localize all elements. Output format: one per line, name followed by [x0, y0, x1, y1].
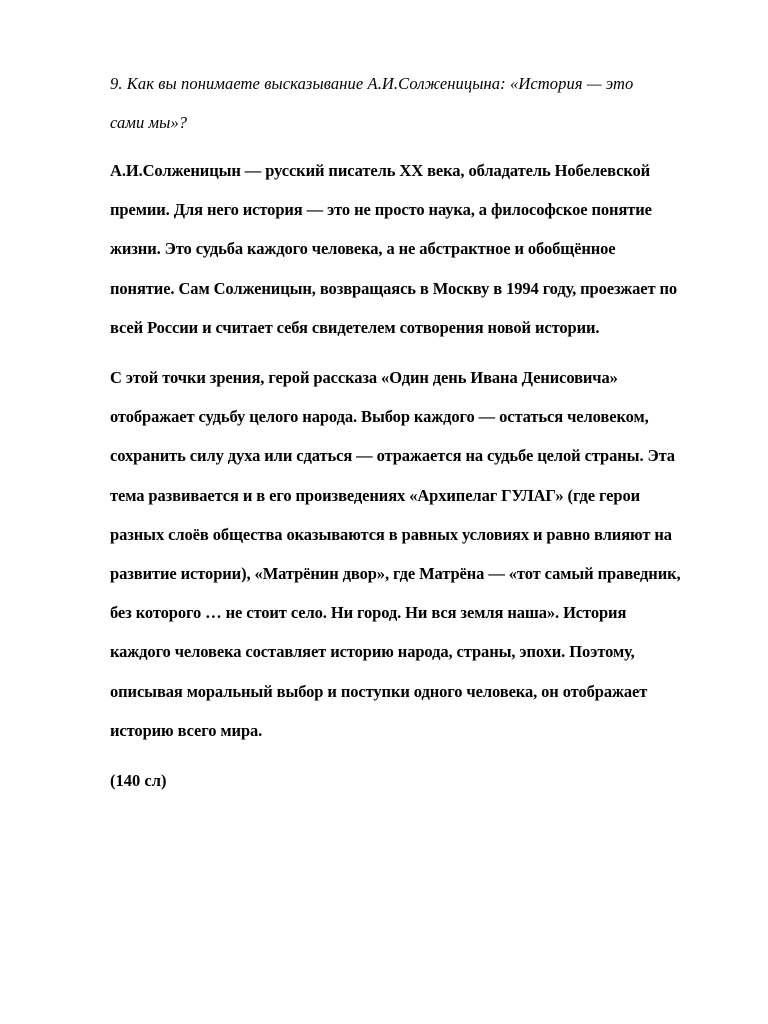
paragraph-line: каждого человека составляет историю народа, страны, эпохи. Поэтому,	[110, 642, 635, 662]
paragraph-line: жизни. Это судьба каждого человека, а не абстрактное и обобщённое	[110, 239, 616, 259]
answer-paragraph-1	[110, 151, 710, 347]
paragraph-line: понятие. Сам Солженицын, возвращаясь в Москву в 1994 году, проезжает по	[110, 278, 678, 298]
paragraph-line: без которого … не стоит село. Ни город. Ни вся земля наша». История	[110, 603, 627, 623]
paragraph-line: сохранить силу духа или сдаться — отражается на судьбе целой страны. Эта	[110, 446, 675, 466]
question-heading	[110, 64, 720, 142]
paragraph-line: описывая моральный выбор и поступки одного человека, он отображает	[110, 681, 648, 701]
paragraph-line: разных слоёв общества оказываются в равных условиях и равно влияют на	[110, 524, 672, 544]
paragraph-line: развитие истории), «Матрёнин двор», где Матрёна — «тот самый праведник,	[110, 564, 681, 584]
paragraph-line: отображает судьбу целого народа. Выбор каждого — остаться человеком,	[110, 407, 649, 427]
question-line: 9. Как вы понимаете высказывание А.И.Солженицына: «История — это	[110, 74, 634, 93]
paragraph-line: С этой точки зрения, герой рассказа «Один день Ивана Денисовича»	[110, 368, 618, 387]
paragraph-line: всей России и считает себя свидетелем сотворения новой истории.	[110, 317, 600, 337]
paragraph-line: А.И.Солженицын — русский писатель XX века, обладатель Нобелевской	[110, 161, 651, 180]
question-line: сами мы»?	[110, 113, 188, 132]
paragraph-line: премии. Для него история — это не просто наука, а философское понятие	[110, 200, 652, 220]
paragraph-line: историю всего мира.	[110, 720, 263, 740]
paragraph-line: тема развивается и в его произведениях «Архипелаг ГУЛАГ» (где герои	[110, 485, 641, 505]
answer-paragraph-2	[110, 358, 710, 750]
word-count: (140 сл)	[110, 771, 167, 790]
